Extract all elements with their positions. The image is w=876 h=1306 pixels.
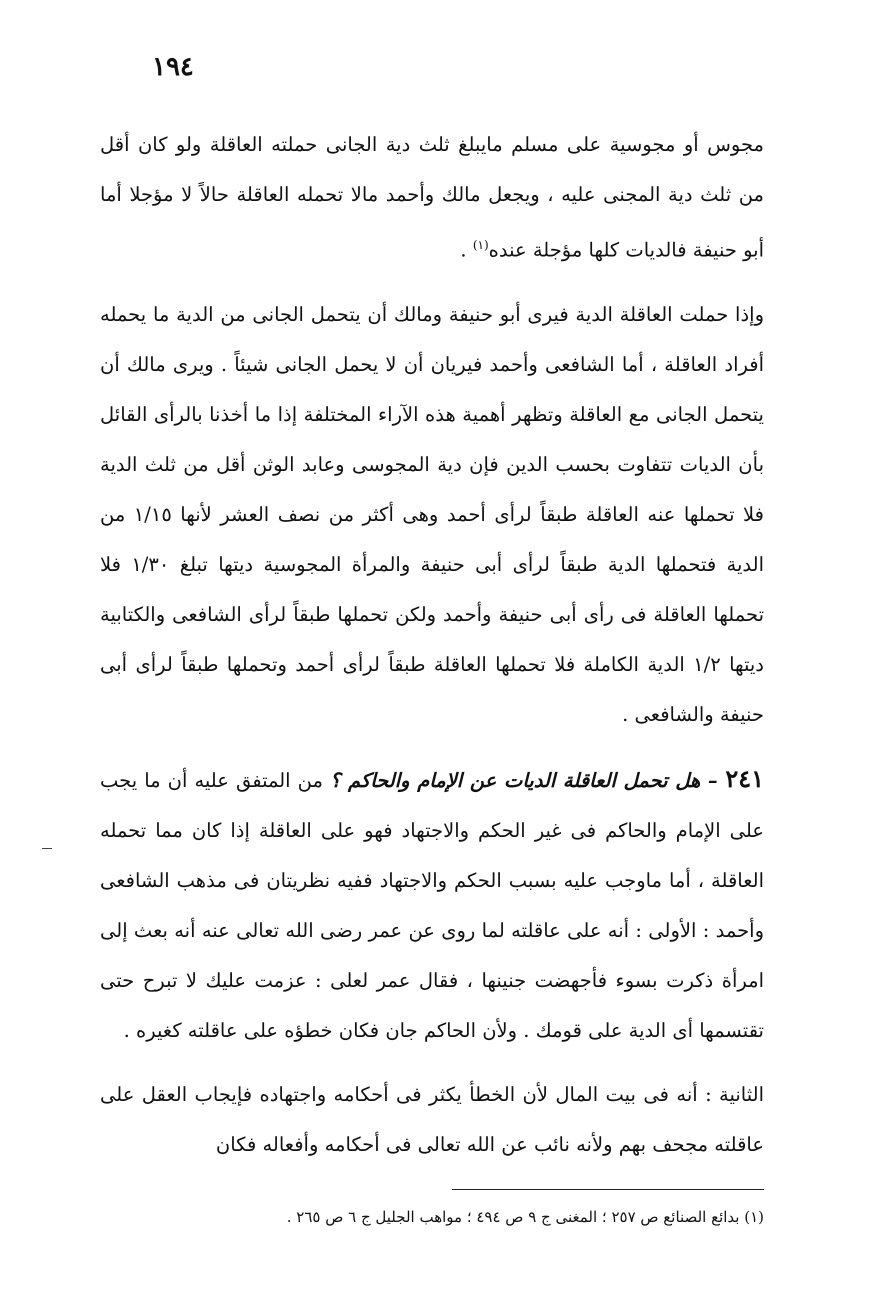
page-body bbox=[100, 120, 764, 1184]
paragraph-1-text: مجوس أو مجوسية على مسلم مايبلغ ثلث دية الجانى حملته العاقلة ولو كان أقل من ثلث دية المجنى عليه ، ويجعل مالك وأحمد مالا تحمله العاقلة حالاً لا مؤجلا أما أبو حنيفة فالديات كلها مؤجلة عنده bbox=[100, 133, 764, 262]
footnote: (١) بدائع الصنائع ص ٢٥٧ ؛ المغنى ج ٩ ص ٤٩٤ ؛ مواهب الجليل ج ٦ ص ٢٦٥ . bbox=[286, 1208, 764, 1226]
paragraph-3-text: من المتفق عليه أن ما يجب على الإمام والحاكم فى غير الحكم والاجتهاد فهو على العاقلة إذا كان مما تحمله العاقلة ، أما ماوجب عليه بسبب الحكم والاجتهاد ففيه نظريتان فى مذهب الشافعى وأحمد : الأولى : أنه على عاقلته لما روى عن عمر رضى الله تعالى عنه أنه بعث إلى امرأة ذكرت بسوء فأجهضت جنينها ، فقال عمر لعلى : عزمت عليك لا تبرح حتى تقتسمها أى الدية على قومك . ولأن الحاكم جان فكان خطؤه على عاقلته كغيره . bbox=[100, 768, 764, 1042]
margin-mark bbox=[42, 848, 52, 849]
footnote-divider bbox=[452, 1189, 764, 1190]
page-number: ١٩٤ bbox=[152, 52, 194, 82]
paragraph-3 bbox=[100, 754, 764, 1056]
footnote-ref-1[interactable]: (١) bbox=[472, 238, 489, 252]
paragraph-1-end: . bbox=[460, 238, 473, 262]
paragraph-2: وإذا حملت العاقلة الدية فيرى أبو حنيفة ومالك أن يتحمل الجانى من الدية ما يحمله أفراد العاقلة ، أما الشافعى وأحمد فيريان أن لا يحمل الجانى شيئاً . ويرى مالك أن يتحمل الجانى مع العاقلة وتظهر أهمية هذه الآراء المختلفة إذا ما أخذنا بالرأى القائل بأن الديات تتفاوت بحسب الدين فإن دية المجوسى وعابد الوثن أقل من ثلث الدية فلا تحملها عنه العاقلة طبقاً لرأى أحمد وهى أكثر من نصف العشر لأنها ١/١٥ من الدية فتحملها الدية طبقاً لرأى أبى حنيفة والمرأة المجوسية ديتها تبلغ ١/٣٠ فلا تحملها العاقلة فى رأى أبى حنيفة وأحمد ولكن تحملها طبقاً لرأى الشافعى والكتابية ديتها ١/٢ الدية الكاملة فلا تحملها العاقلة طبقاً لرأى أحمد وتحملها طبقاً لرأى أبى حنيفة والشافعى . bbox=[100, 302, 765, 726]
paragraph-4: الثانية : أنه فى بيت المال لأن الخطأ يكثر فى أحكامه واجتهاده فإيجاب العقل على عاقلته مجحف بهم ولأنه نائب عن الله تعالى فى أحكامه وأفعاله فكان bbox=[100, 1082, 764, 1156]
paragraph-1 bbox=[100, 120, 764, 276]
section-number: ٢٤١ bbox=[725, 763, 764, 793]
section-title: – هل تحمل العاقلة الديات عن الإمام والحاكم ؟ bbox=[329, 768, 726, 792]
